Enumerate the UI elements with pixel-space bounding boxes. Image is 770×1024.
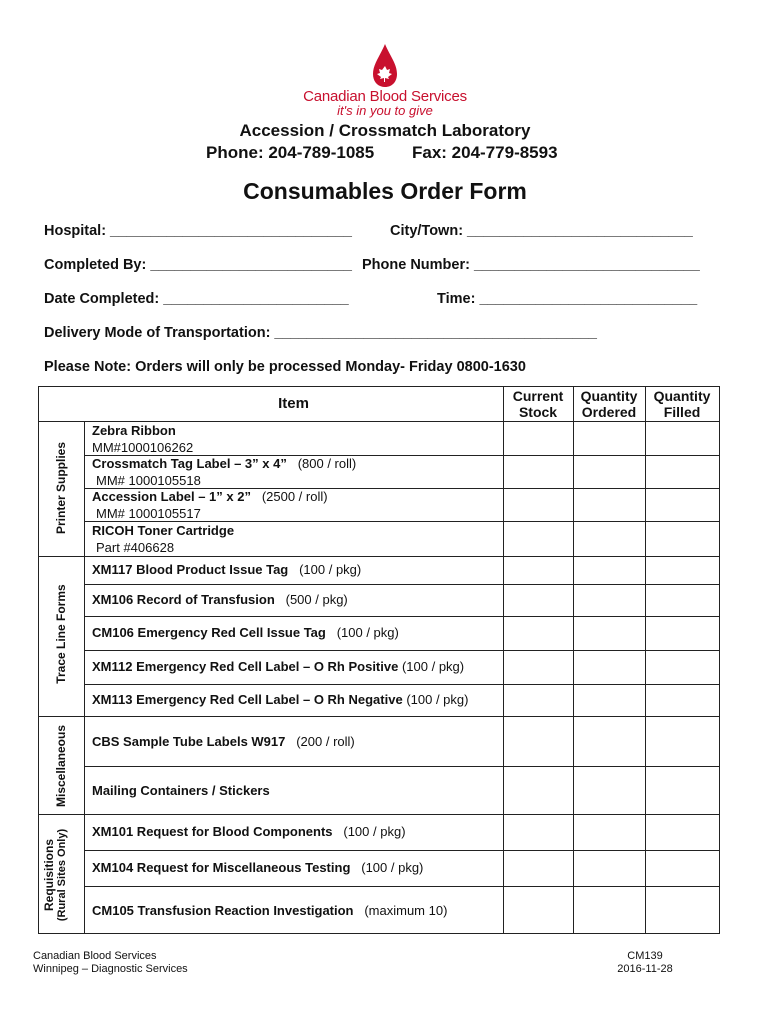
item-mailing: Mailing Containers / Stickers bbox=[92, 783, 270, 798]
col-filled-header: Quantity Filled bbox=[653, 388, 711, 420]
item-cm105: CM105 Transfusion Reaction Investigation (maximum 10) bbox=[92, 903, 448, 918]
form-title: Consumables Order Form bbox=[243, 178, 527, 204]
item-xm101: XM101 Request for Blood Components (100 / pkg) bbox=[92, 824, 406, 839]
col-ordered-header: Quantity Ordered bbox=[580, 388, 638, 420]
logo-tagline: it's in you to give bbox=[337, 103, 433, 118]
category-requisitions: Requisitions (Rural Sites Only) bbox=[42, 828, 68, 922]
col-stock-header: Current Stock bbox=[512, 388, 564, 420]
category-trace-line-forms: Trace Line Forms bbox=[54, 584, 68, 684]
item-zebra-ribbon: Zebra Ribbon MM#1000106262 bbox=[92, 423, 194, 455]
lab-name: Accession / Crossmatch Laboratory bbox=[239, 121, 531, 140]
hospital-field[interactable]: Hospital: ______________________________ bbox=[44, 223, 352, 239]
phone-number-field[interactable]: Phone Number: ____________________________ bbox=[362, 257, 700, 273]
city-field[interactable]: City/Town: ____________________________ bbox=[390, 223, 693, 239]
category-printer-supplies: Printer Supplies bbox=[54, 441, 68, 535]
lab-phone: Phone: 204-789-1085 bbox=[206, 143, 375, 162]
cbs-logo bbox=[0, 44, 770, 118]
delivery-mode-field[interactable]: Delivery Mode of Transportation: ________________________________________ bbox=[44, 325, 597, 341]
item-accession-label: Accession Label – 1” x 2” (2500 / roll) MM# 1000105517 bbox=[92, 489, 328, 521]
item-xm112: XM112 Emergency Red Cell Label – O Rh Positive (100 / pkg) bbox=[92, 659, 465, 674]
category-miscellaneous: Miscellaneous bbox=[54, 724, 68, 808]
item-w917: CBS Sample Tube Labels W917 (200 / roll) bbox=[92, 734, 355, 749]
logo-name: Canadian Blood Services bbox=[303, 88, 467, 105]
blood-drop-icon bbox=[370, 44, 400, 88]
item-xm117: XM117 Blood Product Issue Tag (100 / pkg) bbox=[92, 562, 362, 577]
col-item-header: Item bbox=[278, 395, 309, 412]
item-xm104: XM104 Request for Miscellaneous Testing (100 / pkg) bbox=[92, 860, 424, 875]
completed-by-field[interactable]: Completed By: _________________________ bbox=[44, 257, 352, 273]
footer-doc-code: CM139 2016-11-28 bbox=[617, 950, 673, 975]
item-crossmatch-label: Crossmatch Tag Label – 3” x 4” (800 / roll) MM# 1000105518 bbox=[92, 456, 357, 488]
item-cm106: CM106 Emergency Red Cell Issue Tag (100 / pkg) bbox=[92, 625, 399, 640]
item-ricoh-toner: RICOH Toner Cartridge Part #406628 bbox=[92, 523, 235, 555]
item-xm113: XM113 Emergency Red Cell Label – O Rh Negative (100 / pkg) bbox=[92, 692, 469, 707]
date-completed-field[interactable]: Date Completed: _______________________ bbox=[44, 291, 349, 307]
footer-org: Canadian Blood Services Winnipeg – Diagnostic Services bbox=[33, 950, 188, 975]
item-xm106: XM106 Record of Transfusion (500 / pkg) bbox=[92, 592, 348, 607]
lab-fax: Fax: 204-779-8593 bbox=[412, 143, 558, 162]
time-field[interactable]: Time: ___________________________ bbox=[437, 291, 698, 307]
processing-note: Please Note: Orders will only be processed Monday- Friday 0800-1630 bbox=[44, 359, 526, 375]
